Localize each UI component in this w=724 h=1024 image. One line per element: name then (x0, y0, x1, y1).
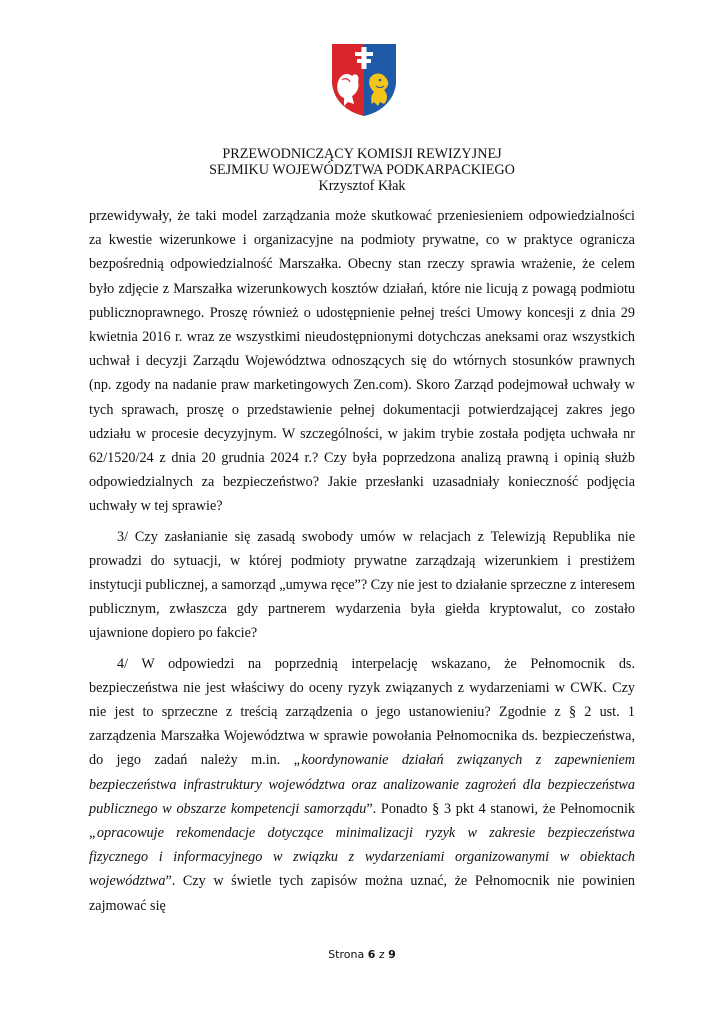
document-header (0, 146, 724, 194)
page-label: Strona (328, 948, 365, 961)
header-title-line-2: SEJMIKU WOJEWÓDZTWA PODKARPACKIEGO (209, 162, 515, 178)
page-total: 9 (388, 948, 396, 961)
paragraph-text: ”. Czy w świetle tych zapisów można uznać, że Pełnomocnik nie powinien zajmować się (89, 873, 635, 914)
page-footer (0, 948, 724, 961)
paragraph-text: 4/ W odpowiedzi na poprzednią interpelację wskazano, że Pełnomocnik ds. bezpieczeństwa nie jest właściwy do oceny ryzyk związanych z wydarzeniami w CWK. Czy nie jest to sprzeczne z treścią zarządzenia o jego ustanowieniu? Zgodnie z § 2 ust. 1 zarządzenia Marszałka Województwa w sprawie powołania Pełnomocnika ds. bezpieczeństwa, do jego zadań należy m.in. (89, 655, 635, 769)
paragraph-question-3: 3/ Czy zasłanianie się zasadą swobody umów w relacjach z Telewizją Republika nie prowadzi do sytuacji, w której podmioty prywatne zarządzają wizerunkiem i prestiżem instytucji publicznej, a samorząd „umywa ręce”? Czy nie jest to działanie sprzeczne z interesem publicznym, zwłaszcza gdy partnerem wydarzenia była giełda kryptowalut, co zostało ujawnione dopiero po fakcie? (89, 528, 635, 642)
header-title-line-1: PRZEWODNICZĄCY KOMISJI REWIZYJNEJ (222, 146, 502, 162)
paragraph-question-4 (89, 652, 635, 918)
page-current: 6 (367, 948, 376, 961)
paragraph-text: ”. Ponadto § 3 pkt 4 stanowi, że Pełnomocnik (366, 800, 635, 817)
quote-italic: „koordynowanie działań związanych z zapewnieniem bezpieczeństwa infrastruktury województwa oraz analizowanie zagrożeń dla bezpieczeństwa publicznego w obszarze kompetencji samorządu (89, 752, 635, 817)
header-author-name: Krzysztof Kłak (318, 178, 406, 194)
quote-italic: „opracowuje rekomendacje dotyczące minimalizacji ryzyk w zakresie bezpieczeństwa fizycznego i informacyjnego w związku z wydarzeniami organizowanymi w obiektach województwa (89, 825, 635, 890)
paragraph-continued: przewidywały, że taki model zarządzania może skutkować przeniesieniem odpowiedzialności za kwestie wizerunkowe i organizacyjne na podmioty prywatne, co w praktyce ogranicza bezpośrednią odpowiedzialność Marszałka. Obecny stan rzeczy sprawia wrażenie, że celem było zdjęcie z Marszałka wizerunkowych kosztów działań, które nie licują z powagą podmiotu publicznoprawnego. Proszę również o udostępnienie pełnej treści Umowy koncesji z dnia 29 kwietnia 2016 r. wraz ze wszystkimi nieudostępnionymi dotychczas aneksami oraz wszystkich uchwał i decyzji Zarządu Województwa odnoszących się do wtórnych stosunków prawnych (np. zgody na nadanie praw marketingowych Zen.com). Skoro Zarząd podejmował uchwały w tych sprawach, proszę o przedstawienie pełnej dokumentacji potwierdzającej zakres jego udziału w procesie decyzyjnym. W szczególności, w jakim trybie została podjęta uchwała nr 62/1520/24 z dnia 20 grudnia 2024 r.? Czy była poprzedzona analizą prawną i opinią służb odpowiedzialnych za bezpieczeństwo? Jakie przesłanki uzasadniały konieczność podjęcia uchwały w tej sprawie? (89, 208, 635, 515)
page-separator: z (378, 948, 385, 961)
coat-of-arms-logo (330, 42, 398, 118)
document-body (89, 204, 635, 918)
